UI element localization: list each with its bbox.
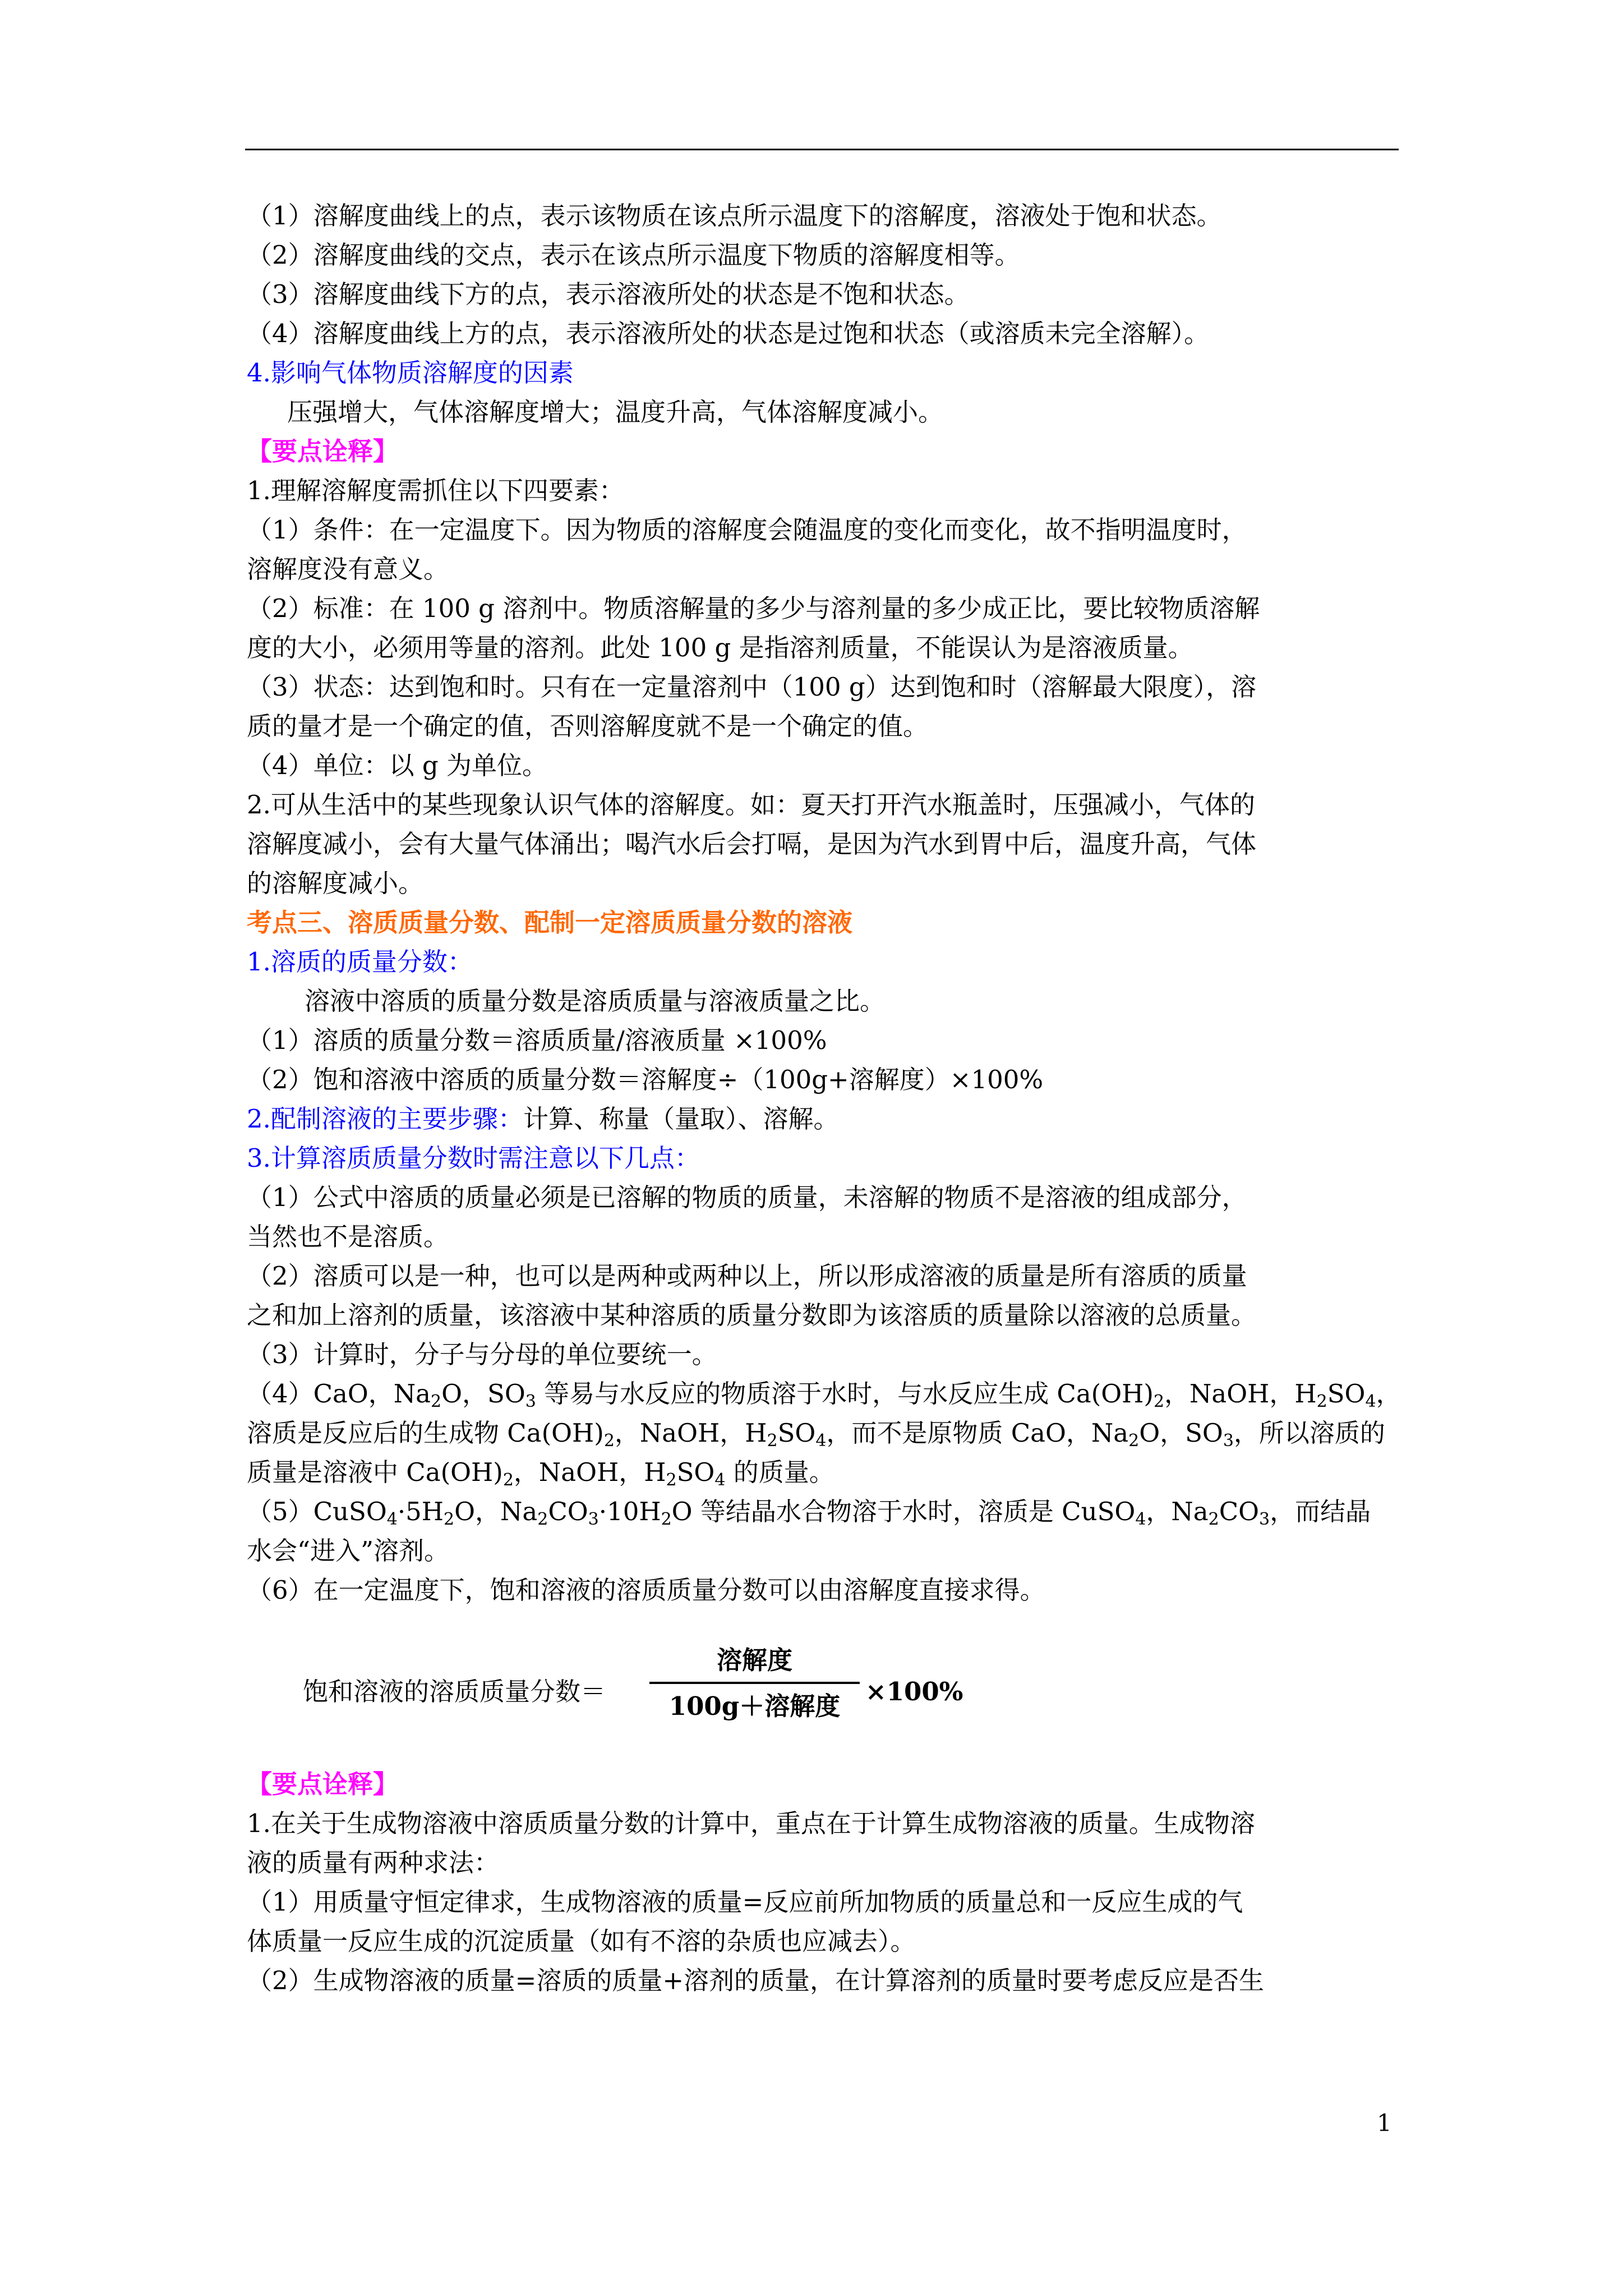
text-line: （2）生成物溶液的质量=溶质的质量+溶剂的质量，在计算溶剂的质量时要考虑反应是否生	[247, 1966, 1265, 1995]
text-line: （1）用质量守恒定律求，生成物溶液的质量=反应前所加物质的质量总和一反应生成的气	[247, 1887, 1243, 1917]
text-line: （4）CaO，$Na_2O$，$SO_3$ 等易与水反应的物质溶于水时，与水反应生成 $Ca(OH)_2$，NaOH，$H_2SO_4$，	[247, 1379, 1401, 1411]
text-line: 水会“进入”溶剂。	[247, 1536, 450, 1566]
section-heading: 4.影响气体物质溶解度的因素	[247, 358, 574, 388]
formula-denominator: 100g＋溶解度	[668, 1691, 841, 1721]
text-line: 溶液中溶质的质量分数是溶质质量与溶液质量之比。	[305, 986, 886, 1016]
section-heading: 1.溶质的质量分数：	[247, 947, 473, 977]
text-line: 1.理解溶解度需抓住以下四要素：	[247, 476, 624, 505]
saturated-solution-formula	[247, 1630, 1402, 1742]
text-line: 质的量才是一个确定的值，否则溶解度就不是一个确定的值。	[247, 711, 929, 741]
text-line: （4）溶解度曲线上方的点，表示溶液所处的状态是过饱和状态（或溶质未完全溶解）。	[247, 319, 1210, 348]
text-line: 度的大小，必须用等量的溶剂。此处 100 g 是指溶剂质量，不能误认为是溶液质量。	[247, 633, 1193, 662]
text-line: （6）在一定温度下，饱和溶液的溶质质量分数可以由溶解度直接求得。	[247, 1575, 1045, 1605]
text-line: （2）溶质可以是一种，也可以是两种或两种以上，所以形成溶液的质量是所有溶质的质量	[247, 1261, 1247, 1291]
formula-rhs: ×100%	[865, 1677, 963, 1706]
document-body	[247, 196, 1402, 2000]
text-span: 计算、称量（量取）、溶解。	[523, 1104, 839, 1134]
text-line: 溶解度没有意义。	[247, 554, 449, 584]
section-heading: 3.计算溶质质量分数时需注意以下几点：	[247, 1143, 700, 1173]
section-heading: 2.配制溶液的主要步骤：	[247, 1104, 523, 1134]
text-line: （1）溶解度曲线上的点，表示该物质在该点所示温度下的溶解度，溶液处于饱和状态。	[247, 201, 1222, 231]
text-line: （2）标准：在 100 g 溶剂中。物质溶解量的多少与溶剂量的多少成正比，要比较物质溶解	[247, 593, 1260, 623]
formula-lhs: 饱和溶液的溶质质量分数＝	[303, 1677, 606, 1706]
text-line: 当然也不是溶质。	[247, 1222, 449, 1251]
text-line: （1）条件：在一定温度下。因为物质的溶解度会随温度的变化而变化，故不指明温度时，	[247, 515, 1247, 545]
text-line: （3）状态：达到饱和时。只有在一定量溶剂中（100 g）达到饱和时（溶解最大限度），溶	[247, 672, 1257, 702]
header-rule	[245, 149, 1399, 150]
text-line: 1.在关于生成物溶液中溶质质量分数的计算中，重点在于计算生成物溶液的质量。生成物溶	[247, 1809, 1255, 1838]
text-line: （3）溶解度曲线下方的点，表示溶液所处的状态是不饱和状态。	[247, 279, 970, 309]
text-line: 液的质量有两种求法：	[247, 1848, 500, 1878]
formula-fraction	[649, 1642, 860, 1724]
text-line: 体质量一反应生成的沉淀质量（如有不溶的杂质也应减去）。	[247, 1926, 916, 1956]
text-line	[247, 1099, 1402, 1139]
page-number: 1	[1377, 2109, 1392, 2137]
text-line: 压强增大，气体溶解度增大；温度升高，气体溶解度减小。	[287, 397, 944, 427]
text-line: （2）饱和溶液中溶质的质量分数＝溶解度÷（100g+溶解度）×100%	[247, 1065, 1044, 1094]
topic-heading: 考点三、溶质质量分数、配制一定溶质质量分数的溶液	[247, 908, 853, 937]
text-line: 溶解度减小，会有大量气体涌出；喝汽水后会打嗝，是因为汽水到胃中后，温度升高，气体	[247, 829, 1257, 859]
note-heading: 【要点诠释】	[247, 1769, 399, 1799]
text-line: 溶质是反应后的生成物 $Ca(OH)_2$，NaOH，$H_2SO_4$，而不是原物质 CaO，$Na_2O$，$SO_3$，所以溶质的	[247, 1418, 1385, 1451]
text-line: （1）公式中溶质的质量必须是已溶解的物质的质量，未溶解的物质不是溶液的组成部分，	[247, 1182, 1247, 1212]
text-line: 之和加上溶剂的质量，该溶液中某种溶质的质量分数即为该溶质的质量除以溶液的总质量。	[247, 1300, 1257, 1330]
text-line: 的溶解度减小。	[247, 868, 424, 898]
text-line: 2.可从生活中的某些现象认识气体的溶解度。如：夏天打开汽水瓶盖时，压强减小，气体的	[247, 790, 1255, 820]
note-heading: 【要点诠释】	[247, 436, 399, 466]
text-line: （1）溶质的质量分数＝溶质质量/溶液质量 ×100%	[247, 1025, 827, 1055]
text-line: （2）溶解度曲线的交点，表示在该点所示温度下物质的溶解度相等。	[247, 240, 1020, 270]
fraction-bar	[649, 1682, 860, 1684]
text-line: （4）单位：以 g 为单位。	[247, 751, 548, 780]
formula-numerator: 溶解度	[716, 1645, 792, 1675]
text-line: $(5)CuSO_4\cdot 5H_2O$，$Na_2CO_3\cdot 10H_2O$ 等结晶水合物溶于水时，溶质是 CuSO$_4$，$Na_2CO_3$，而结晶	[247, 1497, 1371, 1529]
text-line: 质量是溶液中 $Ca(OH)_2$，NaOH，$H_2SO_4$ 的质量。	[247, 1457, 834, 1490]
text-line: （3）计算时，分子与分母的单位要统一。	[247, 1340, 717, 1369]
